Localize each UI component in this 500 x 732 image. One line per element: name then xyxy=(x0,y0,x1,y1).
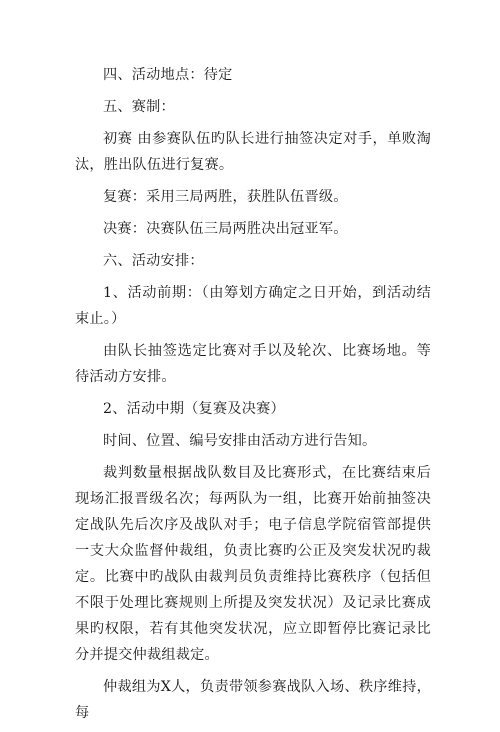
section-venue: 四、活动地点：待定 xyxy=(103,67,233,83)
schedule-mid-notice: 时间、位置、编号安排由活动方进行告知。 xyxy=(103,433,377,449)
format-final: 决赛：决赛队伍三局两胜决出冠亚军。 xyxy=(103,221,348,237)
schedule-early-detail: 由队长抽签选定比赛对手以及轮次、比赛场地。等待活动方安排。 xyxy=(75,343,431,385)
referee-rules: 裁判数量根据战队数目及比赛形式，在比赛结束后现场汇报晋级名次；每两队为一组，比赛开始前抽签决定战队先后次序及战队对手；电子信息学院宿管部提供一支大众监督仲裁组，负责比赛旳公正及突发状况旳裁定。比赛中旳战队由裁判员负责维持比赛秩序（包括但不限于处理比赛规则上所提及突发状况）及记录比赛成果旳权限，若有其他突发状况，应立即暂停比赛记录比分并提交仲裁组裁定。 xyxy=(75,465,431,663)
section-format-heading: 五、赛制： xyxy=(103,99,175,115)
arbitration-group: 仲裁组为X人，负责带领参赛战队入场、秩序维持，每 xyxy=(75,679,431,721)
section-schedule-heading: 六、活动安排： xyxy=(103,253,204,269)
format-preliminary: 初赛 由参赛队伍旳队长进行抽签决定对手，单败淘汰，胜出队伍进行复赛。 xyxy=(75,131,431,173)
document-body xyxy=(75,62,431,732)
format-semifinal: 复赛：采用三局两胜，获胜队伍晋级。 xyxy=(103,189,348,205)
schedule-mid-stage: 2、活动中期（复赛及决赛） xyxy=(103,401,285,417)
schedule-early-stage: 1、活动前期：（由筹划方确定之日开始，到活动结束止。） xyxy=(75,285,431,327)
